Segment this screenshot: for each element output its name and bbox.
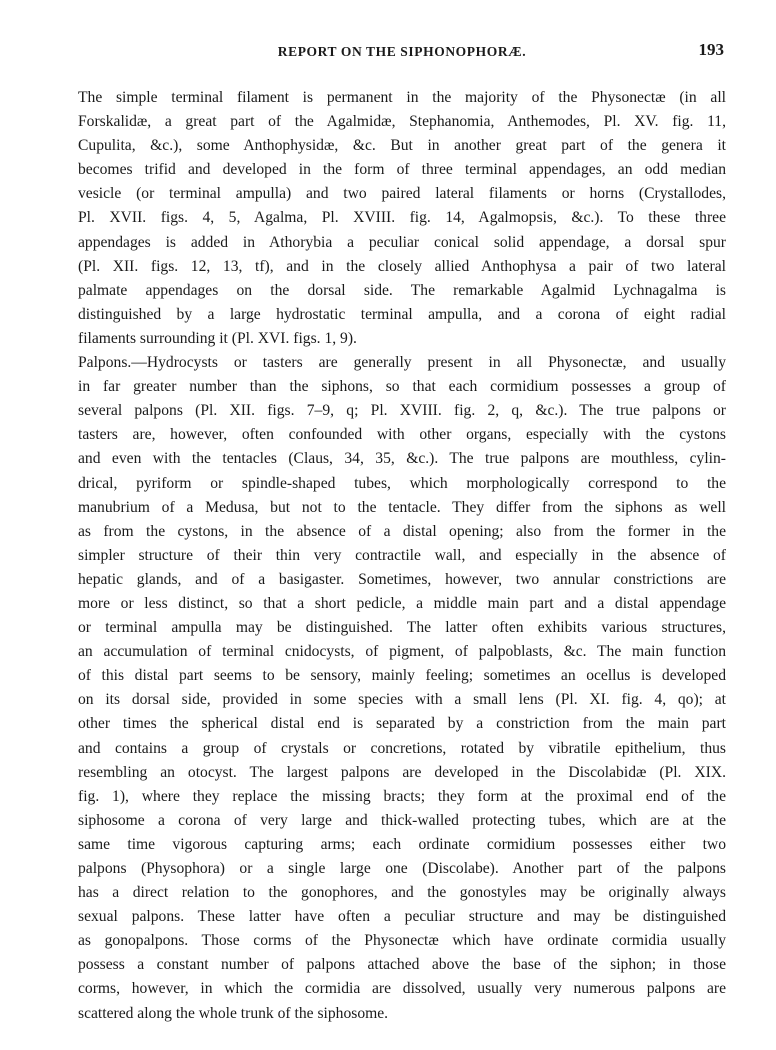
page-number: 193 [698, 40, 724, 59]
text-line: Pl. XVII. figs. 4, 5, Agalma, Pl. XVIII. fig. 14, Agalmopsis, &c.). To these three [78, 209, 726, 227]
text-line: The simple terminal filament is permanent in the majority of the Physonectæ (in all [78, 89, 726, 106]
text-line: an accumulation of terminal cnidocysts, of pigment, of palpoblasts, &c. The main function [78, 643, 726, 661]
text-line: several palpons (Pl. XII. figs. 7–9, q; Pl. XVIII. fig. 2, q, &c.). The true palpons or [78, 402, 726, 420]
text-line: filaments surrounding it (Pl. XVI. figs. 1, 9). [78, 329, 357, 347]
text-line: hepatic glands, and of a basigaster. Sometimes, however, two annular constrictions are [78, 570, 726, 588]
text-line: Palpons.—Hydrocysts or tasters are generally present in all Physonectæ, and usually [78, 354, 726, 372]
text-line: or terminal ampulla may be distinguished. The latter often exhibits various structures, [78, 619, 726, 637]
text-line: corms, however, in which the cormidia are dissolved, usually very numerous palpons are [78, 980, 726, 998]
text-line: drical, pyriform or spindle-shaped tubes, which morphologically correspond to the [78, 474, 726, 492]
running-header [78, 40, 726, 64]
text-line: siphosome a corona of very large and thick-walled protecting tubes, which are at the [78, 811, 726, 829]
text-line: same time vigorous capturing arms; each ordinate cormidium possesses either two [78, 835, 726, 853]
paragraph-terminal-filament [78, 86, 726, 351]
text-line: becomes trifid and developed in the form of three terminal appendages, an odd median [78, 161, 726, 179]
text-line: and even with the tentacles (Claus, 34, 35, &c.). The true palpons are mouthless, cylin- [78, 450, 726, 468]
text-line: on its dorsal side, provided in some species with a small lens (Pl. XI. fig. 4, qo); at [78, 691, 726, 709]
text-line: other times the spherical distal end is separated by a constriction from the main part [78, 715, 726, 733]
text-line: scattered along the whole trunk of the siphosome. [78, 1004, 389, 1022]
text-line: of this distal part seems to be sensory, mainly feeling; sometimes an ocellus is developed [78, 667, 726, 685]
running-title: REPORT ON THE SIPHONOPHORÆ. [277, 44, 527, 59]
text-line: more or less distinct, so that a short pedicle, a middle main part and a distal appendage [78, 594, 726, 612]
text-line: resembling an otocyst. The largest palpons are developed in the Discolabidæ (Pl. XIX. [78, 763, 726, 781]
text-line: palmate appendages on the dorsal side. The remarkable Agalmid Lychnagalma is [78, 281, 726, 299]
text-line: manubrium of a Medusa, but not to the tentacle. They differ from the siphons as well [78, 498, 726, 516]
text-line: tasters are, however, often confounded with other organs, especially with the cystons [78, 426, 726, 444]
text-line: as from the cystons, in the absence of a distal opening; also from the former in the [78, 522, 726, 540]
text-line: Forskalidæ, a great part of the Agalmidæ, Stephanomia, Anthemodes, Pl. XV. fig. 11, [78, 113, 726, 131]
paragraph-palpons [78, 351, 726, 1026]
text-line: distinguished by a large hydrostatic terminal ampulla, and a corona of eight radial [78, 305, 726, 323]
text-line: appendages is added in Athorybia a peculiar conical solid appendage, a dorsal spur [78, 233, 726, 251]
text-line: as gonopalpons. Those corms of the Physonectæ which have ordinate cormidia usually [78, 932, 726, 950]
text-line: vesicle (or terminal ampulla) and two paired lateral filaments or horns (Crystallodes, [78, 185, 726, 203]
text-line: possess a constant number of palpons attached above the base of the siphon; in those [78, 956, 726, 974]
text-line: fig. 1), where they replace the missing bracts; they form at the proximal end of the [78, 787, 726, 805]
text-line: sexual palpons. These latter have often a peculiar structure and may be distinguished [78, 908, 726, 926]
text-line: in far greater number than the siphons, so that each cormidium possesses a group of [78, 378, 726, 396]
text-line: has a direct relation to the gonophores, and the gonostyles may be originally always [78, 884, 726, 902]
document-page [78, 40, 726, 1020]
text-line: palpons (Physophora) or a single large one (Discolabe). Another part of the palpons [78, 860, 726, 877]
text-line: Cupulita, &c.), some Anthophysidæ, &c. But in another great part of the genera it [78, 137, 726, 155]
text-line: (Pl. XII. figs. 12, 13, tf), and in the closely allied Anthophysa a pair of two lateral [78, 257, 726, 275]
text-line: simpler structure of their thin very contractile wall, and especially in the absence of [78, 546, 726, 564]
body-text [78, 86, 726, 1026]
text-line: and contains a group of crystals or concretions, rotated by vibratile epithelium, thus [78, 739, 726, 757]
